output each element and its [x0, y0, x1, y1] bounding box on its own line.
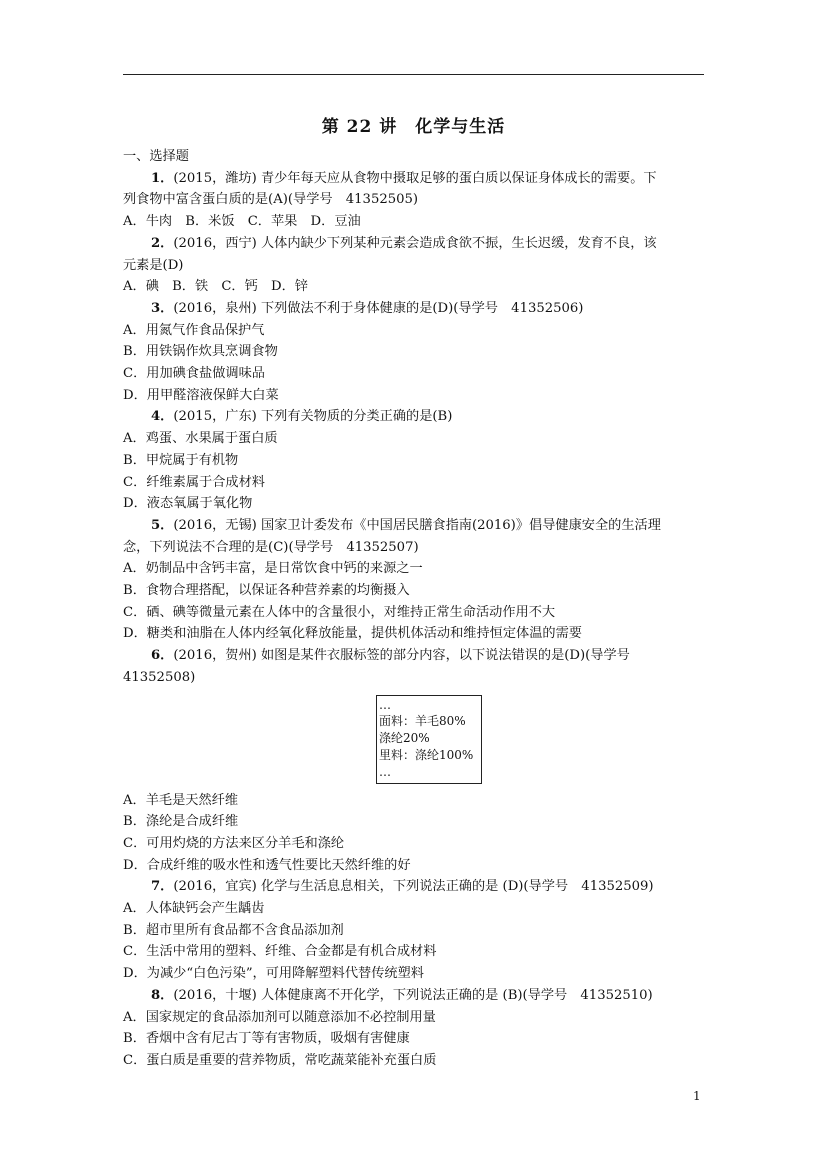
label-lining: 里料：涤纶100% [379, 747, 474, 762]
question-6-line-1 [123, 645, 705, 667]
label-ellipsis-bottom: … [379, 764, 391, 779]
question-number: 8． [151, 987, 174, 1003]
document-body [123, 146, 705, 1072]
question-text: (2015，潍坊) 青少年每天应从食物中摄取足够的蛋白质以保证身体成长的需要。下 [173, 170, 657, 186]
question-4-option-b: B．甲烷属于有机物 [123, 452, 239, 468]
question-5-line-2: 念，下列说法不合理的是(C)(导学号 41352507) [123, 539, 419, 555]
question-number: 6． [151, 648, 174, 664]
question-1-line-1 [123, 168, 705, 190]
question-number: 1． [151, 170, 174, 186]
question-8-stem [123, 985, 705, 1007]
question-7-option-a: A．人体缺钙会产生龋齿 [123, 901, 265, 917]
question-2-options: A．碘 B．铁 C．钙 D．锌 [123, 279, 308, 295]
question-6-option-d: D．合成纤维的吸水性和透气性要比天然纤维的好 [123, 857, 411, 873]
question-5-option-b: B．食物合理搭配，以保证各种营养素的均衡摄入 [123, 583, 410, 599]
question-6-option-b: B．涤纶是合成纤维 [123, 814, 239, 830]
header-rule [123, 74, 704, 75]
label-ellipsis-top: … [379, 697, 391, 712]
question-text: (2016，无锡) 国家卫计委发布《中国居民膳食指南(2016)》倡导健康安全的生活理 [173, 517, 661, 533]
question-6-option-c: C．可用灼烧的方法来区分羊毛和涤纶 [123, 835, 345, 851]
question-5-option-d: D．糖类和油脂在人体内经氧化释放能量，提供机体活动和维持恒定体温的需要 [123, 626, 582, 642]
question-1-options: A．牛肉 B．米饭 C．苹果 D．豆油 [123, 214, 361, 230]
question-text: (2016，宜宾) 化学与生活息息相关，下列说法正确的是 (D)(导学号 41352509) [173, 879, 654, 895]
section-heading: 一、选择题 [123, 149, 189, 164]
page-number: 1 [693, 1089, 701, 1103]
question-4-option-d: D．液态氧属于氧化物 [123, 496, 253, 512]
question-5-option-c: C．硒、碘等微量元素在人体中的含量很小，对维持正常生命活动作用不大 [123, 604, 556, 620]
question-2-line-2: 元素是(D) [123, 257, 184, 273]
question-4-option-c: C．纤维素属于合成材料 [123, 474, 265, 490]
question-number: 2． [151, 235, 174, 251]
question-7-option-c: C．生活中常用的塑料、纤维、合金都是有机合成材料 [123, 944, 437, 960]
question-8-option-c: C．蛋白质是重要的营养物质，常吃蔬菜能补充蛋白质 [123, 1053, 437, 1068]
question-number: 7． [151, 879, 174, 895]
question-text: (2016，贺州) 如图是某件衣服标签的部分内容，以下说法错误的是(D)(导学号 [173, 648, 630, 664]
question-6-option-a: A．羊毛是天然纤维 [123, 792, 239, 808]
question-2-line-1 [123, 233, 705, 255]
clothing-label-box [376, 695, 482, 784]
question-3-stem [123, 298, 705, 320]
question-3-option-c: C．用加碘食盐做调味品 [123, 366, 265, 382]
question-8-option-b: B．香烟中含有尼古丁等有害物质，吸烟有害健康 [123, 1031, 410, 1047]
question-3-option-a: A．用氮气作食品保护气 [123, 322, 265, 338]
question-7-stem [123, 876, 705, 898]
question-5-line-1 [123, 515, 705, 537]
question-4-stem [123, 406, 705, 428]
question-3-option-d: D．用甲醛溶液保鲜大白菜 [123, 387, 279, 403]
question-1-line-2: 列食物中富含蛋白质的是(A)(导学号 41352505) [123, 192, 419, 208]
question-7-option-b: B．超市里所有食品都不含食品添加剂 [123, 922, 344, 938]
question-text: (2016，西宁) 人体内缺少下列某种元素会造成食欲不振，生长迟缓，发育不良，该 [173, 235, 657, 251]
question-text: (2015，广东) 下列有关物质的分类正确的是(B) [173, 409, 453, 425]
question-7-option-d: D．为减少“白色污染”，可用降解塑料代替传统塑料 [123, 966, 424, 982]
question-3-option-b: B．用铁锅作炊具烹调食物 [123, 344, 278, 360]
page-title: 第 22 讲 化学与生活 [321, 117, 506, 137]
question-6-line-2: 41352508) [123, 669, 196, 685]
question-number: 3． [151, 300, 174, 316]
label-fabric-polyester: 涤纶20% [379, 731, 430, 746]
label-fabric: 面料：羊毛80% [379, 714, 466, 729]
question-text: (2016，十堰) 人体健康离不开化学，下列说法正确的是 (B)(导学号 41352510) [173, 987, 653, 1003]
question-text: (2016，泉州) 下列做法不利于身体健康的是(D)(导学号 41352506) [173, 300, 584, 316]
question-number: 4． [151, 409, 174, 425]
question-8-option-a: A．国家规定的食品添加剂可以随意添加不必控制用量 [123, 1009, 436, 1025]
question-5-option-a: A．奶制品中含钙丰富，是日常饮食中钙的来源之一 [123, 561, 423, 577]
question-number: 5． [151, 517, 174, 533]
question-4-option-a: A．鸡蛋、水果属于蛋白质 [123, 431, 278, 447]
